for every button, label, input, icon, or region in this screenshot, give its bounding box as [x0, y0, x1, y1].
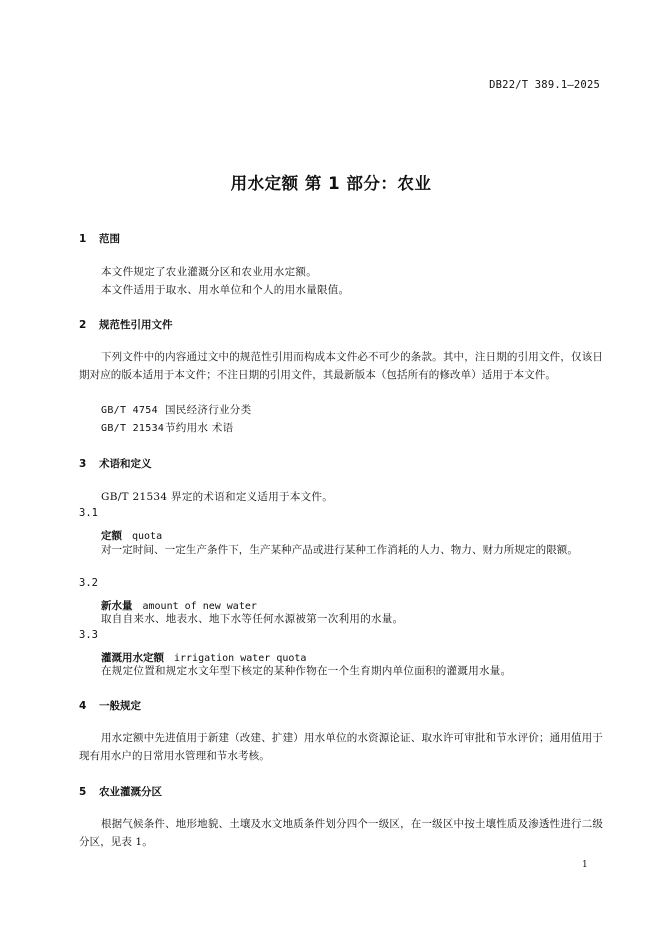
- section-4-heading: [79, 698, 141, 713]
- section-5-paragraph-1: 根据气候条件、地形地貌、土壤及水文地质条件划分四个一级区，在一级区中按土壤性质及渗透性进行二级分区，见表 1。: [79, 818, 603, 848]
- reference-title: 节约用水 术语: [165, 422, 234, 434]
- term-chinese: 新水量: [101, 600, 133, 612]
- section-2-paragraph-1: 下列文件中的内容通过文中的规范性引用而构成本文件必不可少的条款。其中，注日期的引用文件，仅该日期对应的版本适用于本文件；不注日期的引用文件，其最新版本（包括所有的修改单）适用于本文件。: [79, 351, 603, 381]
- term-number: 3.2: [79, 577, 98, 589]
- reference-code: GB/T 4754: [101, 405, 158, 416]
- section-number: 5: [79, 786, 87, 798]
- section-3-intro: GB/T 21534 界定的术语和定义适用于本文件。: [101, 491, 334, 503]
- page-number: 1: [582, 860, 588, 870]
- term-english: quota: [132, 531, 163, 542]
- term-definition: 对一定时间、一定生产条件下，生产某种产品或进行某种工作消耗的人力、物力、财力所规定的限额。: [101, 544, 578, 556]
- section-title: 农业灌溉分区: [99, 786, 162, 798]
- section-1-paragraph-2: 本文件适用于取水、用水单位和个人的用水量限值。: [101, 284, 350, 296]
- section-5-heading: [79, 784, 162, 799]
- term-chinese: 灌溉用水定额: [101, 652, 164, 664]
- section-1-heading: [79, 231, 120, 246]
- term-chinese: 定额: [101, 530, 122, 542]
- document-title: 用水定额 第 1 部分：农业: [230, 174, 432, 193]
- section-2-heading: [79, 317, 173, 332]
- section-1-paragraph-1: 本文件规定了农业灌溉分区和农业用水定额。: [101, 266, 317, 278]
- reference-code: GB/T 21534: [101, 423, 165, 434]
- section-4-paragraph-1: 用水定额中先进值用于新建（改建、扩建）用水单位的水资源论证、取水许可审批和节水评价；通用值用于现有用水户的日常用水管理和节水考核。: [79, 732, 603, 762]
- term-english: irrigation water quota: [174, 653, 307, 664]
- section-title: 范围: [99, 233, 120, 245]
- term-definition: 在规定位置和规定水文年型下核定的某种作物在一个生育期内单位面积的灌溉用水量。: [101, 665, 512, 677]
- section-title: 术语和定义: [99, 458, 152, 470]
- section-title: 规范性引用文件: [99, 319, 173, 331]
- section-3-heading: [79, 456, 152, 471]
- reference-title: 国民经济行业分类: [165, 404, 252, 416]
- term-number: 3.1: [79, 507, 98, 519]
- standard-code: DB22/T 389.1—2025: [489, 79, 600, 91]
- section-number: 4: [79, 700, 87, 712]
- section-number: 2: [79, 319, 87, 331]
- section-number: 3: [79, 458, 87, 470]
- term-english: amount of new water: [142, 601, 257, 612]
- term-number: 3.3: [79, 629, 98, 641]
- section-number: 1: [79, 233, 87, 245]
- section-title: 一般规定: [99, 700, 141, 712]
- reference-item: [101, 402, 251, 417]
- reference-item: [101, 420, 233, 435]
- term-definition: 取自自来水、地表水、地下水等任何水源被第一次利用的水量。: [101, 613, 404, 625]
